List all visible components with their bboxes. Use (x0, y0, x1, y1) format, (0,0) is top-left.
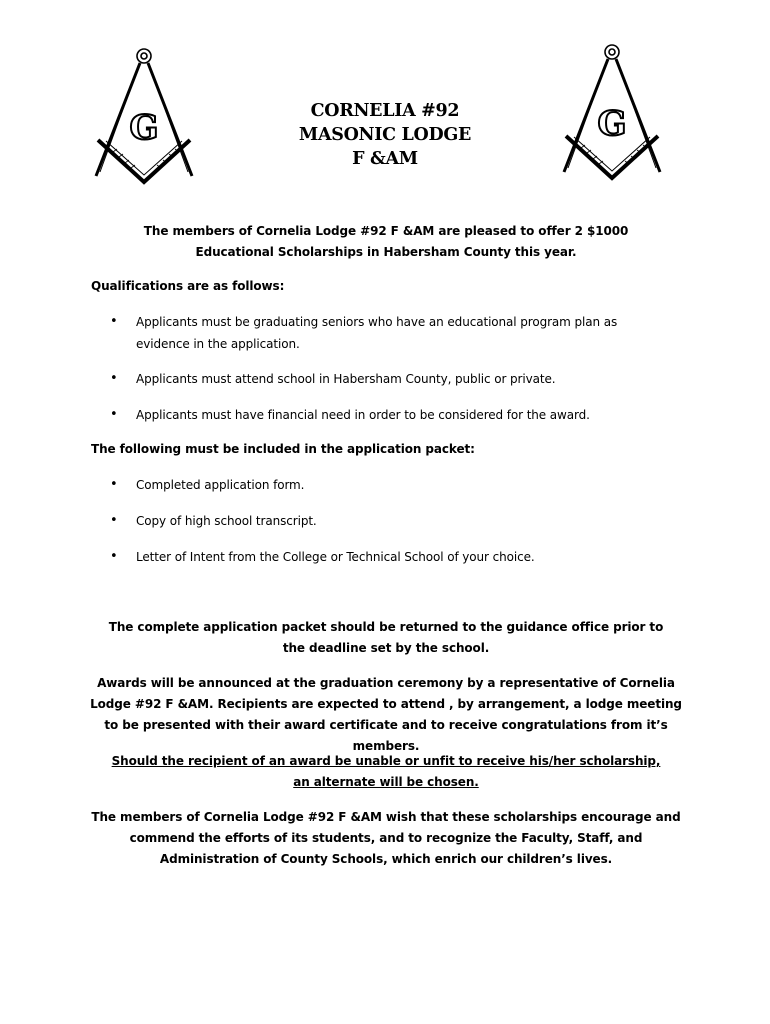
intro-paragraph: The members of Cornelia Lodge #92 F &AM are pleased to offer 2 $1000 Educational Scholarships in Habersham County this year. (143, 224, 629, 259)
emblem-letter-left: G (129, 108, 159, 148)
title-line-1: CORNELIA #92 (310, 101, 460, 121)
qualification-item (110, 404, 670, 426)
qualification-item (110, 368, 670, 390)
packet-item-text: Copy of high school transcript. (136, 514, 317, 528)
bullet-icon: • (110, 477, 118, 492)
title-line-2: MASONIC LODGE (298, 125, 472, 145)
qualification-item (110, 311, 630, 355)
packet-item (110, 510, 670, 532)
bullet-icon: • (110, 314, 118, 329)
title-line-3: F &AM (352, 149, 418, 169)
awards-note: Awards will be announced at the graduation ceremony by a representative of Cornelia Lodge #92 F &AM. Recipients are expected to attend , by arrangement, a lodge meeting to be presented with their award certificate and to receive congratulations from it’s members. (90, 676, 682, 753)
packet-item-text: Completed application form. (136, 478, 305, 492)
qualification-item-text: Applicants must have financial need in order to be considered for the award. (136, 408, 590, 422)
packet-heading: The following must be included in the application packet: (91, 442, 475, 456)
qualifications-heading: Qualifications are as follows: (91, 279, 285, 293)
packet-item-text: Letter of Intent from the College or Technical School of your choice. (136, 550, 535, 564)
bullet-icon: • (110, 407, 118, 422)
square-and-compass-emblem-left (88, 44, 200, 186)
qualification-item-text: Applicants must attend school in Habersham County, public or private. (136, 372, 556, 386)
bullet-icon: • (110, 549, 118, 564)
square-and-compass-emblem-right (556, 40, 668, 182)
return-note: The complete application packet should be returned to the guidance office prior to the deadline set by the school. (108, 620, 664, 655)
packet-item (110, 546, 670, 568)
qualification-item-text: Applicants must be graduating seniors who have an educational program plan as evidence in the application. (136, 315, 618, 351)
alternate-note: Should the recipient of an award be unable or unfit to receive his/her scholarship, an alternate will be chosen. (111, 754, 661, 789)
bullet-icon: • (110, 371, 118, 386)
packet-item (110, 474, 670, 496)
bullet-icon: • (110, 513, 118, 528)
emblem-letter-right: G (597, 104, 627, 144)
closing-note: The members of Cornelia Lodge #92 F &AM wish that these scholarships encourage and commend the efforts of its students, and to recognize the Faculty, Staff, and Administration of County Schools, which enrich our children’s lives. (91, 810, 681, 866)
